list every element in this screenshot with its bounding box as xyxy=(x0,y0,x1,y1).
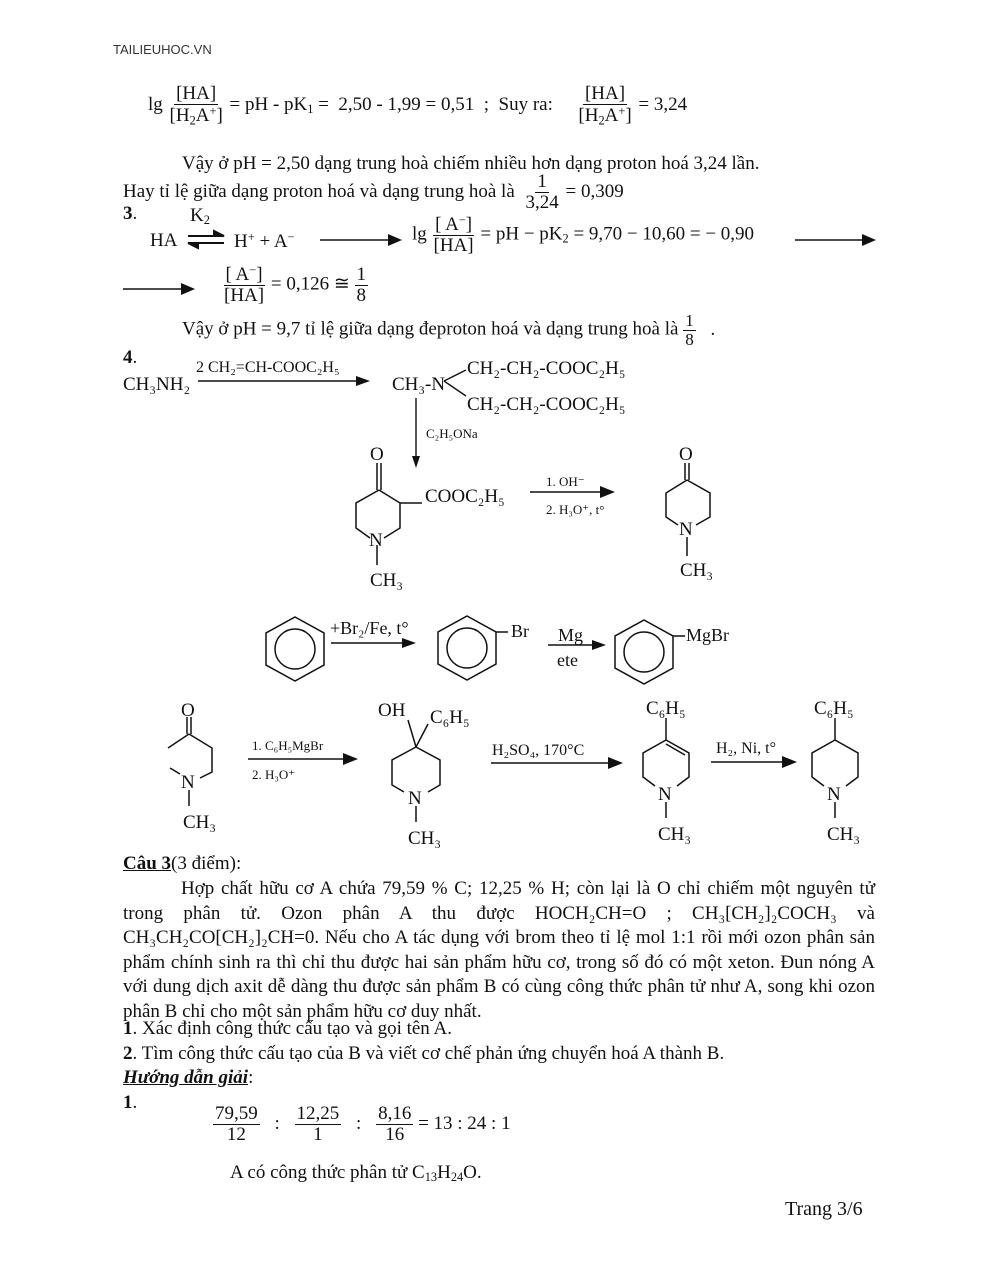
den-sup: + xyxy=(618,103,626,118)
keto-ester-ring xyxy=(356,463,422,565)
denominator: 16 xyxy=(385,1123,405,1145)
para1-line1: Vậy ở pH = 2,50 dạng trung hoà chiếm nhiều hơn dạng proton hoá 3,24 lần. xyxy=(182,153,760,174)
label: 4 xyxy=(123,347,133,368)
methyl: CH₃ xyxy=(827,824,861,845)
rhs-tail: = 2,50 - 1,99 = 0,51 ; Suy ra: xyxy=(313,93,553,115)
page-number: Trang 3/6 xyxy=(785,1198,863,1220)
den-part: [H xyxy=(578,105,599,127)
bromobenzene xyxy=(438,616,508,680)
fraction-h xyxy=(295,1104,342,1145)
reagent-oh: 1. OH⁻ xyxy=(546,474,585,489)
sup: + xyxy=(247,230,255,244)
molecular-formula xyxy=(230,1162,482,1185)
phenyl: C₆H₅ xyxy=(430,707,470,728)
a: + A xyxy=(254,231,288,253)
section-4-label: 4. xyxy=(123,347,138,368)
nitrogen: N xyxy=(181,772,195,793)
reagent-h3o: 2. H₃O⁺, t° xyxy=(546,502,605,517)
ratio-result: = 0,126 ≅ xyxy=(270,273,350,295)
num-part: ] xyxy=(256,264,263,286)
den-part: A xyxy=(604,105,619,127)
n-methyl: CH₃ xyxy=(370,570,404,591)
num-sup: − xyxy=(458,213,466,227)
phenyl: C₆H₅ xyxy=(646,698,686,719)
numerator: 8,16 xyxy=(378,1103,412,1124)
den-sub: 2 xyxy=(598,113,605,128)
question-1 xyxy=(123,1018,452,1040)
phenylmagnesium-bromide xyxy=(615,620,685,684)
dot: . xyxy=(132,1092,138,1113)
num-sup: − xyxy=(249,263,257,277)
denominator: 12 xyxy=(226,1123,246,1145)
arrow-head xyxy=(356,376,370,386)
mgbr: MgBr xyxy=(686,625,730,645)
question-title: Câu 3 xyxy=(123,853,172,874)
site-watermark: TAILIEUHOC.VN xyxy=(113,42,212,57)
h: H xyxy=(234,231,248,253)
diester-amine-core: CH₃-N xyxy=(392,374,446,395)
label: 3 xyxy=(123,203,133,224)
cau3-body: Hợp chất hữu cơ A chứa 79,59 % C; 12,25 % H; còn lại là O chỉ chiếm một nguyên tử trong phân tử. Ozon phân A thu được HOCH₂CH=O ; CH₃[CH₂]₂COCH₃ và CH₃CH₂CO[CH₂]₂CH=0. Nếu cho A tác dụng với brom theo tỉ lệ mol 1:1 rồi mới ozon phân sản phẩm chính sinh ra thì chỉ thu được hai sản phẩm hữu cơ, trong số đó có một xeton. Đun nóng A với dung dịch axit dễ dàng thu được sản phẩm B có cùng công thức phân tử như A, song khi ozon phân B chỉ cho một sản phẩm hữu cơ duy nhất. xyxy=(123,878,875,1022)
den-sub: 2 xyxy=(189,113,196,128)
denominator: 3,24 xyxy=(525,191,559,213)
denominator: 8 xyxy=(356,284,366,306)
fraction-c xyxy=(213,1104,260,1145)
num-part: [ A xyxy=(225,264,250,286)
rhs-tail: = 9,70 − 10,60 = − 0,90 xyxy=(568,223,755,245)
methylamine: CH₃NH₂ xyxy=(123,374,191,395)
oxygen: O xyxy=(181,700,195,721)
reagent-sodium-ethoxide: C₂H₅ONa xyxy=(426,426,478,441)
reagent-h2so4: H₂SO₄, 170°C xyxy=(492,742,585,759)
phenyl: C₆H₅ xyxy=(814,698,854,719)
lg-label: lg xyxy=(412,223,427,245)
methyl: CH₃ xyxy=(408,828,442,849)
piperidone-ring xyxy=(666,463,710,556)
o: O. xyxy=(463,1162,482,1183)
hydroxyl: OH xyxy=(378,700,406,721)
colon: : xyxy=(356,1112,362,1134)
bromine: Br xyxy=(511,621,529,641)
branch-lower: CH₂-CH₂-COOC₂H₅ xyxy=(467,394,626,415)
k-sub: 2 xyxy=(203,213,210,228)
guide-heading xyxy=(123,1067,253,1089)
h: H xyxy=(437,1162,451,1183)
q-text: . Xác định công thức cấu tạo và gọi tên A. xyxy=(132,1018,452,1039)
ring-nitrogen: N xyxy=(369,530,383,551)
cau3-heading xyxy=(123,853,241,875)
denominator: [HA] xyxy=(433,235,474,257)
methyl: CH₃ xyxy=(183,812,217,833)
piperidone-methyl: CH₃ xyxy=(680,560,714,581)
ratio-result: = 13 : 24 : 1 xyxy=(418,1112,511,1134)
colon: : xyxy=(248,1067,254,1088)
numerator: 79,59 xyxy=(215,1103,258,1124)
ester-group: COOC₂H₅ xyxy=(425,486,505,507)
bond-lower xyxy=(444,381,466,396)
rhs-sub: 2 xyxy=(562,231,569,246)
nitrogen: N xyxy=(408,788,422,809)
arrow-head xyxy=(412,456,420,468)
reagent-ete: ete xyxy=(557,650,578,670)
nitrogen: N xyxy=(658,784,672,805)
branch-upper: CH₂-CH₂-COOC₂H₅ xyxy=(467,358,626,379)
reagent-ethyl-acrylate: 2 CH₂=CH-COOC₂H₅ xyxy=(196,359,340,376)
rhs-sub: 1 xyxy=(307,102,314,116)
numerator: [HA] xyxy=(584,83,626,104)
rhs-text: = pH − pK xyxy=(480,223,563,245)
numerator: 1 xyxy=(685,311,694,330)
section-3-label: 3. xyxy=(123,203,138,224)
lg-label: lg xyxy=(148,93,163,115)
nitrogen: N xyxy=(827,784,841,805)
piperidone-nitrogen: N xyxy=(679,519,693,540)
q-number: 2 xyxy=(123,1043,133,1064)
den-part: A xyxy=(195,105,210,127)
sub-h: 24 xyxy=(450,1170,464,1185)
num-part: ] xyxy=(465,214,473,236)
reagent-mg: Mg xyxy=(558,625,584,645)
k: K xyxy=(190,205,204,226)
numerator: 12,25 xyxy=(296,1103,340,1124)
reagent-c6h5mgbr: 1. C₆H₅MgBr xyxy=(252,738,324,753)
denominator: 8 xyxy=(685,329,694,349)
num-part: [ A xyxy=(435,214,459,236)
piperidone-oxygen: O xyxy=(679,444,693,465)
q-text: . Tìm công thức cấu tạo của B và viết cơ chế phản ứng chuyển hoá A thành B. xyxy=(132,1043,725,1064)
methyl: CH₃ xyxy=(658,824,692,845)
numerator: 1 xyxy=(537,171,547,192)
formula-text: A có công thức phân tử C xyxy=(230,1162,425,1183)
period: . xyxy=(710,318,716,340)
fraction-o xyxy=(376,1104,413,1145)
denominator: [HA] xyxy=(224,285,265,307)
guide-title: Hướng dẫn giải xyxy=(123,1067,249,1088)
denominator: 1 xyxy=(313,1123,323,1145)
conclusion-text: Vậy ở pH = 9,7 tỉ lệ giữa dạng đeproton hoá và dạng trung hoà là xyxy=(182,318,679,340)
para1-text: Hay tỉ lệ giữa dạng proton hoá và dạng trung hoà là xyxy=(123,180,515,202)
numerator: 1 xyxy=(356,263,366,285)
ha-species: HA xyxy=(150,230,178,251)
question-2 xyxy=(123,1043,724,1065)
reagent-h2-ni: H₂, Ni, t° xyxy=(716,740,776,757)
question-points: (3 điểm): xyxy=(171,853,242,874)
sup: − xyxy=(287,230,295,244)
colon: : xyxy=(274,1112,280,1134)
result-text: = 3,24 xyxy=(638,93,688,115)
ketone-oxygen: O xyxy=(370,444,384,465)
den-part: ] xyxy=(216,105,223,127)
q-number: 1 xyxy=(123,1018,133,1039)
benzene xyxy=(266,617,324,681)
step-number: 1 xyxy=(123,1092,133,1113)
bond-upper xyxy=(444,370,466,381)
den-part: [H xyxy=(169,105,190,127)
numerator: [HA] xyxy=(176,83,217,104)
reagent-h3o-2: 2. H₃O⁺ xyxy=(252,767,296,782)
result-text: = 0,309 xyxy=(565,180,624,202)
den-part: ] xyxy=(625,105,632,127)
rhs-text: = pH - pK xyxy=(229,93,308,115)
sub-c: 13 xyxy=(424,1170,438,1185)
ratio-equation xyxy=(213,1104,511,1145)
den-sup: + xyxy=(209,103,217,118)
step-1-label xyxy=(123,1092,137,1114)
reagent-br2-fe: +Br₂/Fe, t° xyxy=(330,618,409,638)
